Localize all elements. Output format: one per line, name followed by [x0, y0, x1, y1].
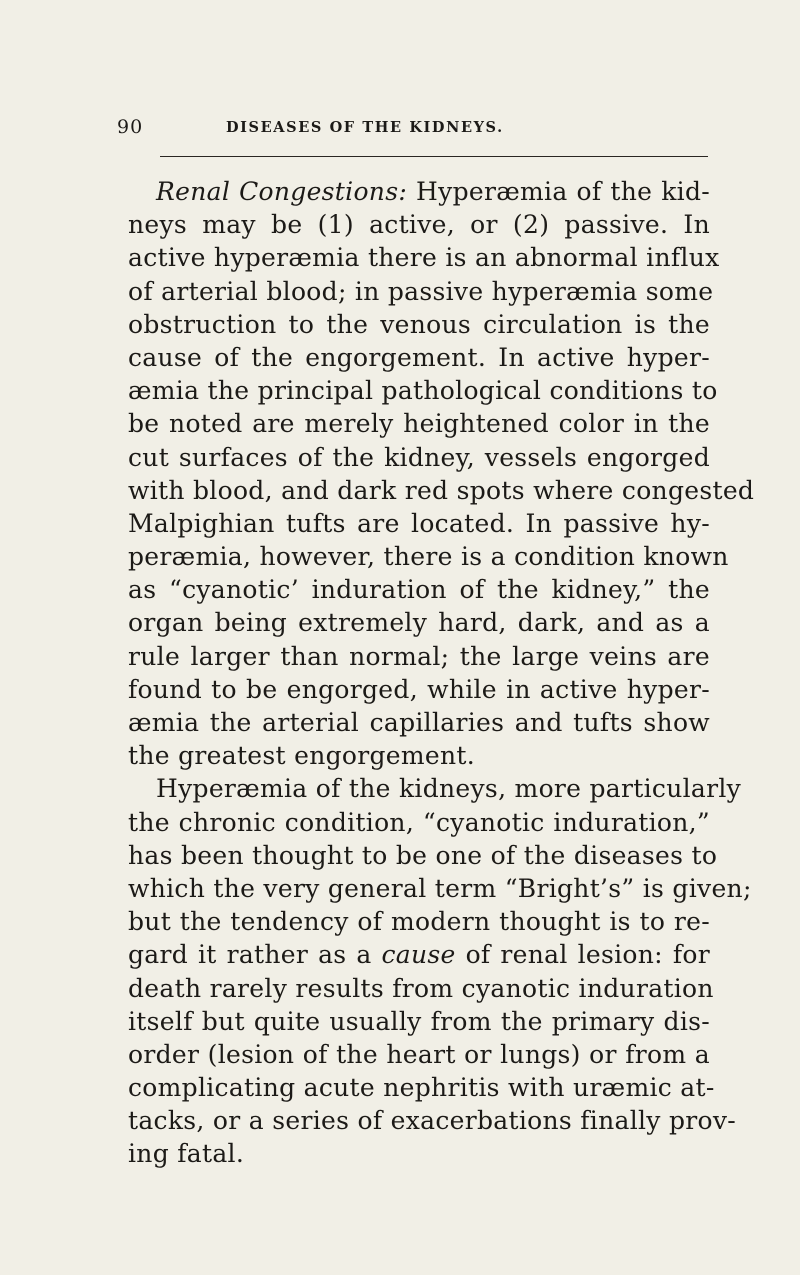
text-line — [128, 673, 710, 706]
italic-text: cause — [381, 940, 456, 970]
text-line — [128, 308, 710, 341]
paragraph — [128, 772, 752, 1170]
text-segment: the greatest engorgement. — [128, 741, 476, 771]
paragraph — [128, 175, 755, 772]
body-text — [128, 175, 755, 1171]
italic-text: Renal Congestions: — [156, 177, 408, 206]
page-number: 90 — [117, 116, 144, 138]
text-segment: order (lesion of the heart or lungs) or from a — [128, 1039, 710, 1069]
text-line — [128, 573, 710, 606]
text-line — [128, 640, 710, 673]
text-segment: peræmia, however, there is a condition known — [128, 542, 729, 572]
text-segment: æmia the principal pathological conditions to — [128, 376, 718, 406]
text-segment: tacks, or a series of exacerbations finally prov- — [128, 1106, 737, 1136]
text-segment: as “cyanotic’ induration of the kidney,” the — [128, 575, 710, 605]
text-line — [128, 341, 710, 374]
text-segment: of renal lesion: for — [455, 940, 710, 970]
text-segment: organ being extremely hard, dark, and as a — [128, 608, 710, 638]
text-line — [128, 441, 710, 474]
text-line — [128, 839, 718, 872]
text-line — [128, 938, 710, 971]
text-line — [128, 1137, 710, 1170]
text-line — [128, 872, 752, 905]
text-line — [128, 540, 729, 573]
text-segment: neys may be (1) active, or (2) passive. In — [128, 210, 710, 240]
text-segment: ing fatal. — [128, 1139, 245, 1169]
text-line — [128, 1038, 710, 1071]
text-segment: rule larger than normal; the large veins are — [128, 641, 710, 671]
text-segment: active hyperæmia there is an abnormal influx — [128, 243, 720, 273]
text-line — [128, 407, 710, 440]
text-line — [128, 905, 710, 938]
text-segment: has been thought to be one of the diseases to — [128, 840, 718, 870]
text-segment: Hyperæmia of the kid- — [407, 177, 710, 206]
text-segment: Hyperæmia of the kidneys, more particularly — [156, 774, 742, 804]
text-segment: cause of the engorgement. In active hyper- — [128, 342, 710, 372]
text-line — [128, 772, 742, 805]
text-segment: complicating acute nephritis with uræmic at- — [128, 1073, 715, 1103]
text-segment: itself but quite usually from the primary dis- — [128, 1006, 710, 1036]
text-line — [128, 507, 710, 540]
text-line — [128, 208, 710, 241]
text-line — [128, 972, 714, 1005]
text-line — [128, 241, 720, 274]
running-head: DISEASES OF THE KIDNEYS. — [226, 119, 504, 136]
text-segment: be noted are merely heightened color in the — [128, 409, 710, 439]
page-header — [117, 116, 709, 138]
text-segment: æmia the arterial capillaries and tufts show — [128, 708, 710, 737]
text-line — [128, 175, 710, 208]
text-segment: of arterial blood; in passive hyperæmia some — [128, 276, 714, 306]
text-segment: death rarely results from cyanotic induration — [128, 973, 714, 1003]
text-segment: the chronic condition, “cyanotic induration,” — [128, 807, 710, 837]
text-line — [128, 275, 714, 308]
text-line — [128, 739, 710, 772]
text-line — [128, 1071, 715, 1104]
header-rule — [160, 156, 708, 157]
text-segment: which the very general term “Bright’s” is given; — [128, 873, 752, 903]
text-line — [128, 1005, 710, 1038]
text-line — [128, 1104, 737, 1137]
text-line — [128, 706, 710, 739]
text-line — [128, 606, 710, 639]
text-segment: with blood, and dark red spots where congested — [128, 475, 755, 505]
text-line — [128, 806, 710, 839]
text-segment: obstruction to the venous circulation is the — [128, 309, 710, 339]
text-segment: found to be engorged, while in active hyper- — [128, 674, 710, 704]
text-line — [128, 374, 718, 407]
text-segment: Malpighian tufts are located. In passive hy- — [128, 508, 710, 538]
text-line — [128, 474, 755, 507]
text-segment: cut surfaces of the kidney, vessels engorged — [128, 442, 710, 472]
text-segment: gard it rather as a — [128, 940, 382, 970]
text-segment: but the tendency of modern thought is to re- — [128, 907, 710, 937]
